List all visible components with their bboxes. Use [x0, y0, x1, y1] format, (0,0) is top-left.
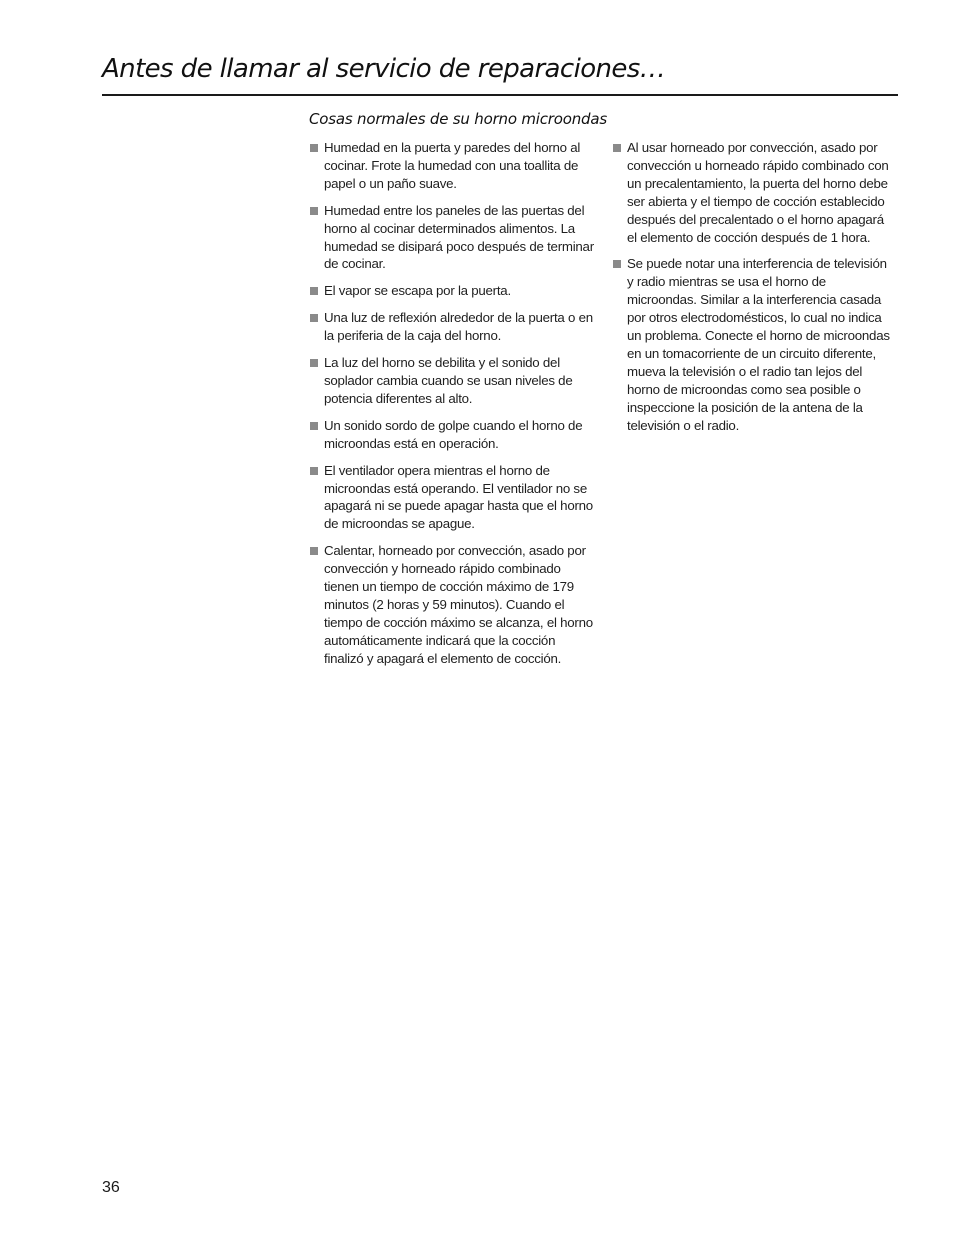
list-item-text: Humedad en la puerta y paredes del horno al cocinar. Frote la humedad con una toallita de papel o un paño suave. [324, 140, 581, 191]
list-item-text: El ventilador opera mientras el horno de microondas está operando. El ventilador no se apagará ni se puede apagar hasta que el horno de microondas se apague. [324, 462, 593, 532]
list-item [309, 417, 596, 453]
square-bullet-icon [613, 144, 621, 152]
list-item-text: Calentar, horneado por convección, asado por convección y horneado rápido combinado tienen un tiempo de cocción máximo de 179 minutos (2 horas y 59 minutos). Cuando el tiempo de cocción máximo se alcanza, el horno automáticamente indicará que la cocción finalizó y apagará el elemento de cocción. [324, 543, 593, 666]
left-column-list [309, 139, 596, 677]
list-item-text: Un sonido sordo de golpe cuando el horno de microondas está en operación. [324, 417, 583, 451]
list-item [309, 309, 596, 345]
list-item [309, 139, 596, 193]
list-item-text: La luz del horno se debilita y el sonido del soplador cambia cuando se usan niveles de potencia diferentes al alto. [324, 355, 573, 406]
list-item-text: Al usar horneado por convección, asado por convección u horneado rápido combinado con un precalentamiento, la puerta del horno debe ser abierta y el tiempo de cocción establecido después del precalentado o el horno apagará el elemento de cocción después de 1 hora. [627, 140, 889, 245]
square-bullet-icon [310, 422, 318, 430]
list-item-text: Una luz de reflexión alrededor de la puerta o en la periferia de la caja del horno. [324, 310, 593, 344]
list-item-text: Se puede notar una interferencia de televisión y radio mientras se usa el horno de microondas. Similar a la interferencia casada por otros electrodomésticos, lo cual no indica un problema. Conecte el horno de microondas en un tomacorriente de un circuito diferente, mueva la televisión o el radio tan lejos del horno de microondas como sea posible o inspeccione la posición de la antena de la televisión o el radio. [627, 256, 890, 433]
list-item [309, 462, 596, 534]
right-column-list [612, 139, 896, 444]
square-bullet-icon [310, 467, 318, 475]
page-title: Antes de llamar al servicio de reparaciones… [102, 54, 666, 84]
list-item-text: El vapor se escapa por la puerta. [324, 283, 511, 299]
square-bullet-icon [310, 144, 318, 152]
list-item [309, 354, 596, 408]
square-bullet-icon [310, 287, 318, 295]
square-bullet-icon [310, 359, 318, 367]
list-item [309, 202, 596, 274]
page-number: 36 [102, 1179, 120, 1196]
list-item [612, 139, 896, 246]
list-item [309, 542, 596, 667]
title-divider [102, 94, 898, 96]
list-item-text: Humedad entre los paneles de las puertas del horno al cocinar determinados alimentos. La humedad se disipará poco después de terminar de cocinar. [324, 202, 594, 272]
square-bullet-icon [310, 547, 318, 555]
section-heading: Cosas normales de su horno microondas [309, 110, 607, 128]
list-item [309, 282, 596, 300]
square-bullet-icon [613, 260, 621, 268]
list-item [612, 255, 896, 434]
square-bullet-icon [310, 207, 318, 215]
square-bullet-icon [310, 314, 318, 322]
